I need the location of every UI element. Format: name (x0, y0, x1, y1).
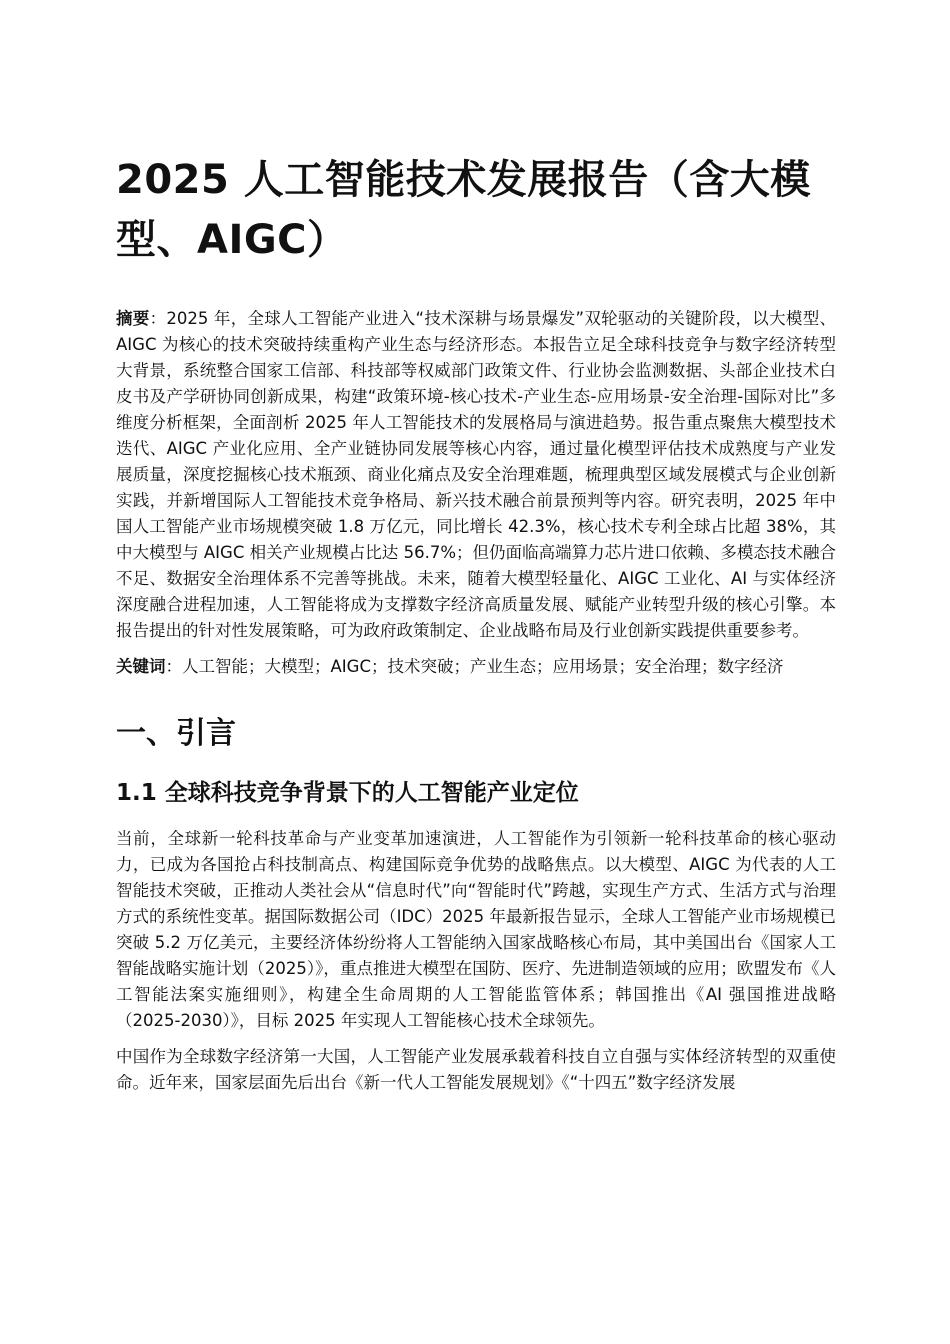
abstract-paragraph (116, 306, 836, 644)
abstract-label: 摘要 (116, 309, 150, 328)
section-1-1-paragraph-1: 当前，全球新一轮科技革命与产业变革加速演进，人工智能作为引领新一轮科技革命的核心驱动力，已成为各国抢占科技制高点、构建国际竞争优势的战略焦点。以大模型、AIGC 为代表的人工智能技术突破，正推动人类社会从“信息时代”向“智能时代”跨越，实现生产方式、生活方式与治理方式的系统性变革。据国际数据公司（IDC）2025 年最新报告显示，全球人工智能产业市场规模已突破 5.2 万亿美元，主要经济体纷纷将人工智能纳入国家战略核心布局，其中美国出台《国家人工智能战略实施计划（2025）》，重点推进大模型在国防、医疗、先进制造领域的应用；欧盟发布《人工智能法案实施细则》，构建全生命周期的人工智能监管体系；韩国推出《AI 强国推进战略（2025-2030）》，目标 2025 年实现人工智能核心技术全球领先。 (116, 829, 836, 1030)
section-1-1-paragraph-2: 中国作为全球数字经济第一大国，人工智能产业发展承载着科技自立自强与实体经济转型的双重使命。近年来，国家层面先后出台《新一代人工智能发展规划》《“十四五”数字经济发展 (116, 1047, 836, 1092)
keywords-paragraph (116, 654, 836, 680)
keywords-text: ：人工智能；大模型；AIGC；技术突破；产业生态；应用场景；安全治理；数字经济 (165, 657, 784, 676)
abstract-text: ：2025 年，全球人工智能产业进入“技术深耕与场景爆发”双轮驱动的关键阶段，以大模型、AIGC 为核心的技术突破持续重构产业生态与经济形态。本报告立足全球科技竞争与数字经济转型大背景，系统整合国家工信部、科技部等权威部门政策文件、行业协会监测数据、头部企业技术白皮书及产学研协同创新成果，构建“政策环境-核心技术-产业生态-应用场景-安全治理-国际对比”多维度分析框架，全面剖析 2025 年人工智能技术的发展格局与演进趋势。报告重点聚焦大模型技术迭代、AIGC 产业化应用、全产业链协同发展等核心内容，通过量化模型评估技术成熟度与产业发展质量，深度挖掘核心技术瓶颈、商业化痛点及安全治理难题，梳理典型区域发展模式与企业创新实践，并新增国际人工智能技术竞争格局、新兴技术融合前景预判等内容。研究表明，2025 年中国人工智能产业市场规模突破 1.8 万亿元，同比增长 42.3%，核心技术专利全球占比超 38%，其中大模型与 AIGC 相关产业规模占比达 56.7%；但仍面临高端算力芯片进口依赖、多模态技术融合不足、数据安全治理体系不完善等挑战。未来，随着大模型轻量化、AIGC 工业化、AI 与实体经济深度融合进程加速，人工智能将成为支撑数字经济高质量发展、赋能产业转型升级的核心引擎。本报告提出的针对性发展策略，可为政府政策制定、企业战略布局及行业创新实践提供重要参考。 (116, 309, 836, 640)
document-title: 2025 人工智能技术发展报告（含大模型、AIGC） (116, 157, 811, 263)
section-1-1-heading: 1.1 全球科技竞争背景下的人工智能产业定位 (116, 780, 579, 806)
section-1-heading: 一、引言 (116, 716, 236, 751)
keywords-label: 关键词 (116, 657, 166, 676)
